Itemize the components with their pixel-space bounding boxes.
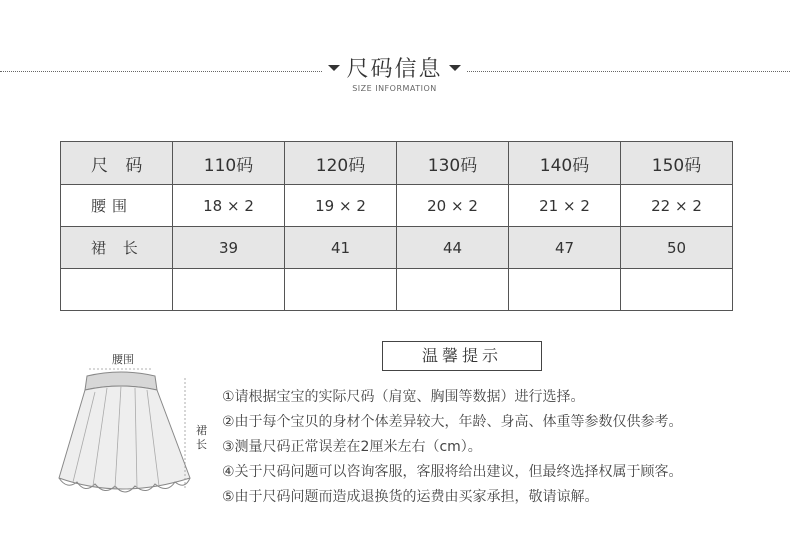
tip-item: ④关于尺码问题可以咨询客服，客服将给出建议，但最终选择权属于顾客。 [222, 464, 683, 480]
header-cell-size: 尺 码 [61, 142, 173, 185]
tip-item: ②由于每个宝贝的身材个体差异较大，年龄、身高、体重等参数仅供参考。 [222, 414, 683, 430]
table-cell-empty [397, 269, 509, 311]
size-table [60, 141, 733, 311]
table-cell-empty [173, 269, 285, 311]
length-label: 裙长 [196, 424, 207, 451]
row-label: 裙 长 [61, 227, 173, 269]
waist-label: 腰围 [112, 353, 134, 366]
table-cell-empty [509, 269, 621, 311]
section-subtitle: SIZE INFORMATION [352, 84, 437, 93]
skirt-diagram [55, 348, 215, 533]
header-cell: 130码 [397, 142, 509, 185]
table-cell: 44 [397, 227, 509, 269]
table-cell-empty [61, 269, 173, 311]
tip-item: ⑤由于尺码问题而造成退换货的运费由买家承担，敬请谅解。 [222, 489, 599, 505]
table-cell: 20 × 2 [397, 185, 509, 227]
tip-item: ③测量尺码正常误差在2厘米左右（cm）。 [222, 439, 482, 455]
table-cell: 21 × 2 [509, 185, 621, 227]
triangle-down-icon [449, 65, 461, 71]
table-cell: 41 [285, 227, 397, 269]
table-cell: 22 × 2 [621, 185, 733, 227]
table-cell-empty [621, 269, 733, 311]
header-cell: 140码 [509, 142, 621, 185]
table-row-length [61, 227, 733, 269]
table-cell: 19 × 2 [285, 185, 397, 227]
tip-item: ①请根据宝宝的实际尺码（肩宽、胸围等数据）进行选择。 [222, 389, 585, 405]
header-divider-left [0, 71, 322, 72]
triangle-down-icon [328, 65, 340, 71]
header-divider-right [467, 71, 790, 72]
header-cell: 150码 [621, 142, 733, 185]
table-cell: 47 [509, 227, 621, 269]
table-cell: 18 × 2 [173, 185, 285, 227]
table-cell: 39 [173, 227, 285, 269]
header-cell: 110码 [173, 142, 285, 185]
row-label: 腰围 [61, 185, 173, 227]
table-header-row [61, 142, 733, 185]
table-row-waist [61, 185, 733, 227]
section-header [322, 52, 467, 93]
header-cell: 120码 [285, 142, 397, 185]
table-row-empty [61, 269, 733, 311]
table-cell-empty [285, 269, 397, 311]
section-title-text: 尺码信息 [346, 57, 443, 82]
tips-list [222, 385, 782, 510]
table-cell: 50 [621, 227, 733, 269]
tips-title: 温馨提示 [382, 341, 542, 371]
section-title [328, 52, 460, 83]
